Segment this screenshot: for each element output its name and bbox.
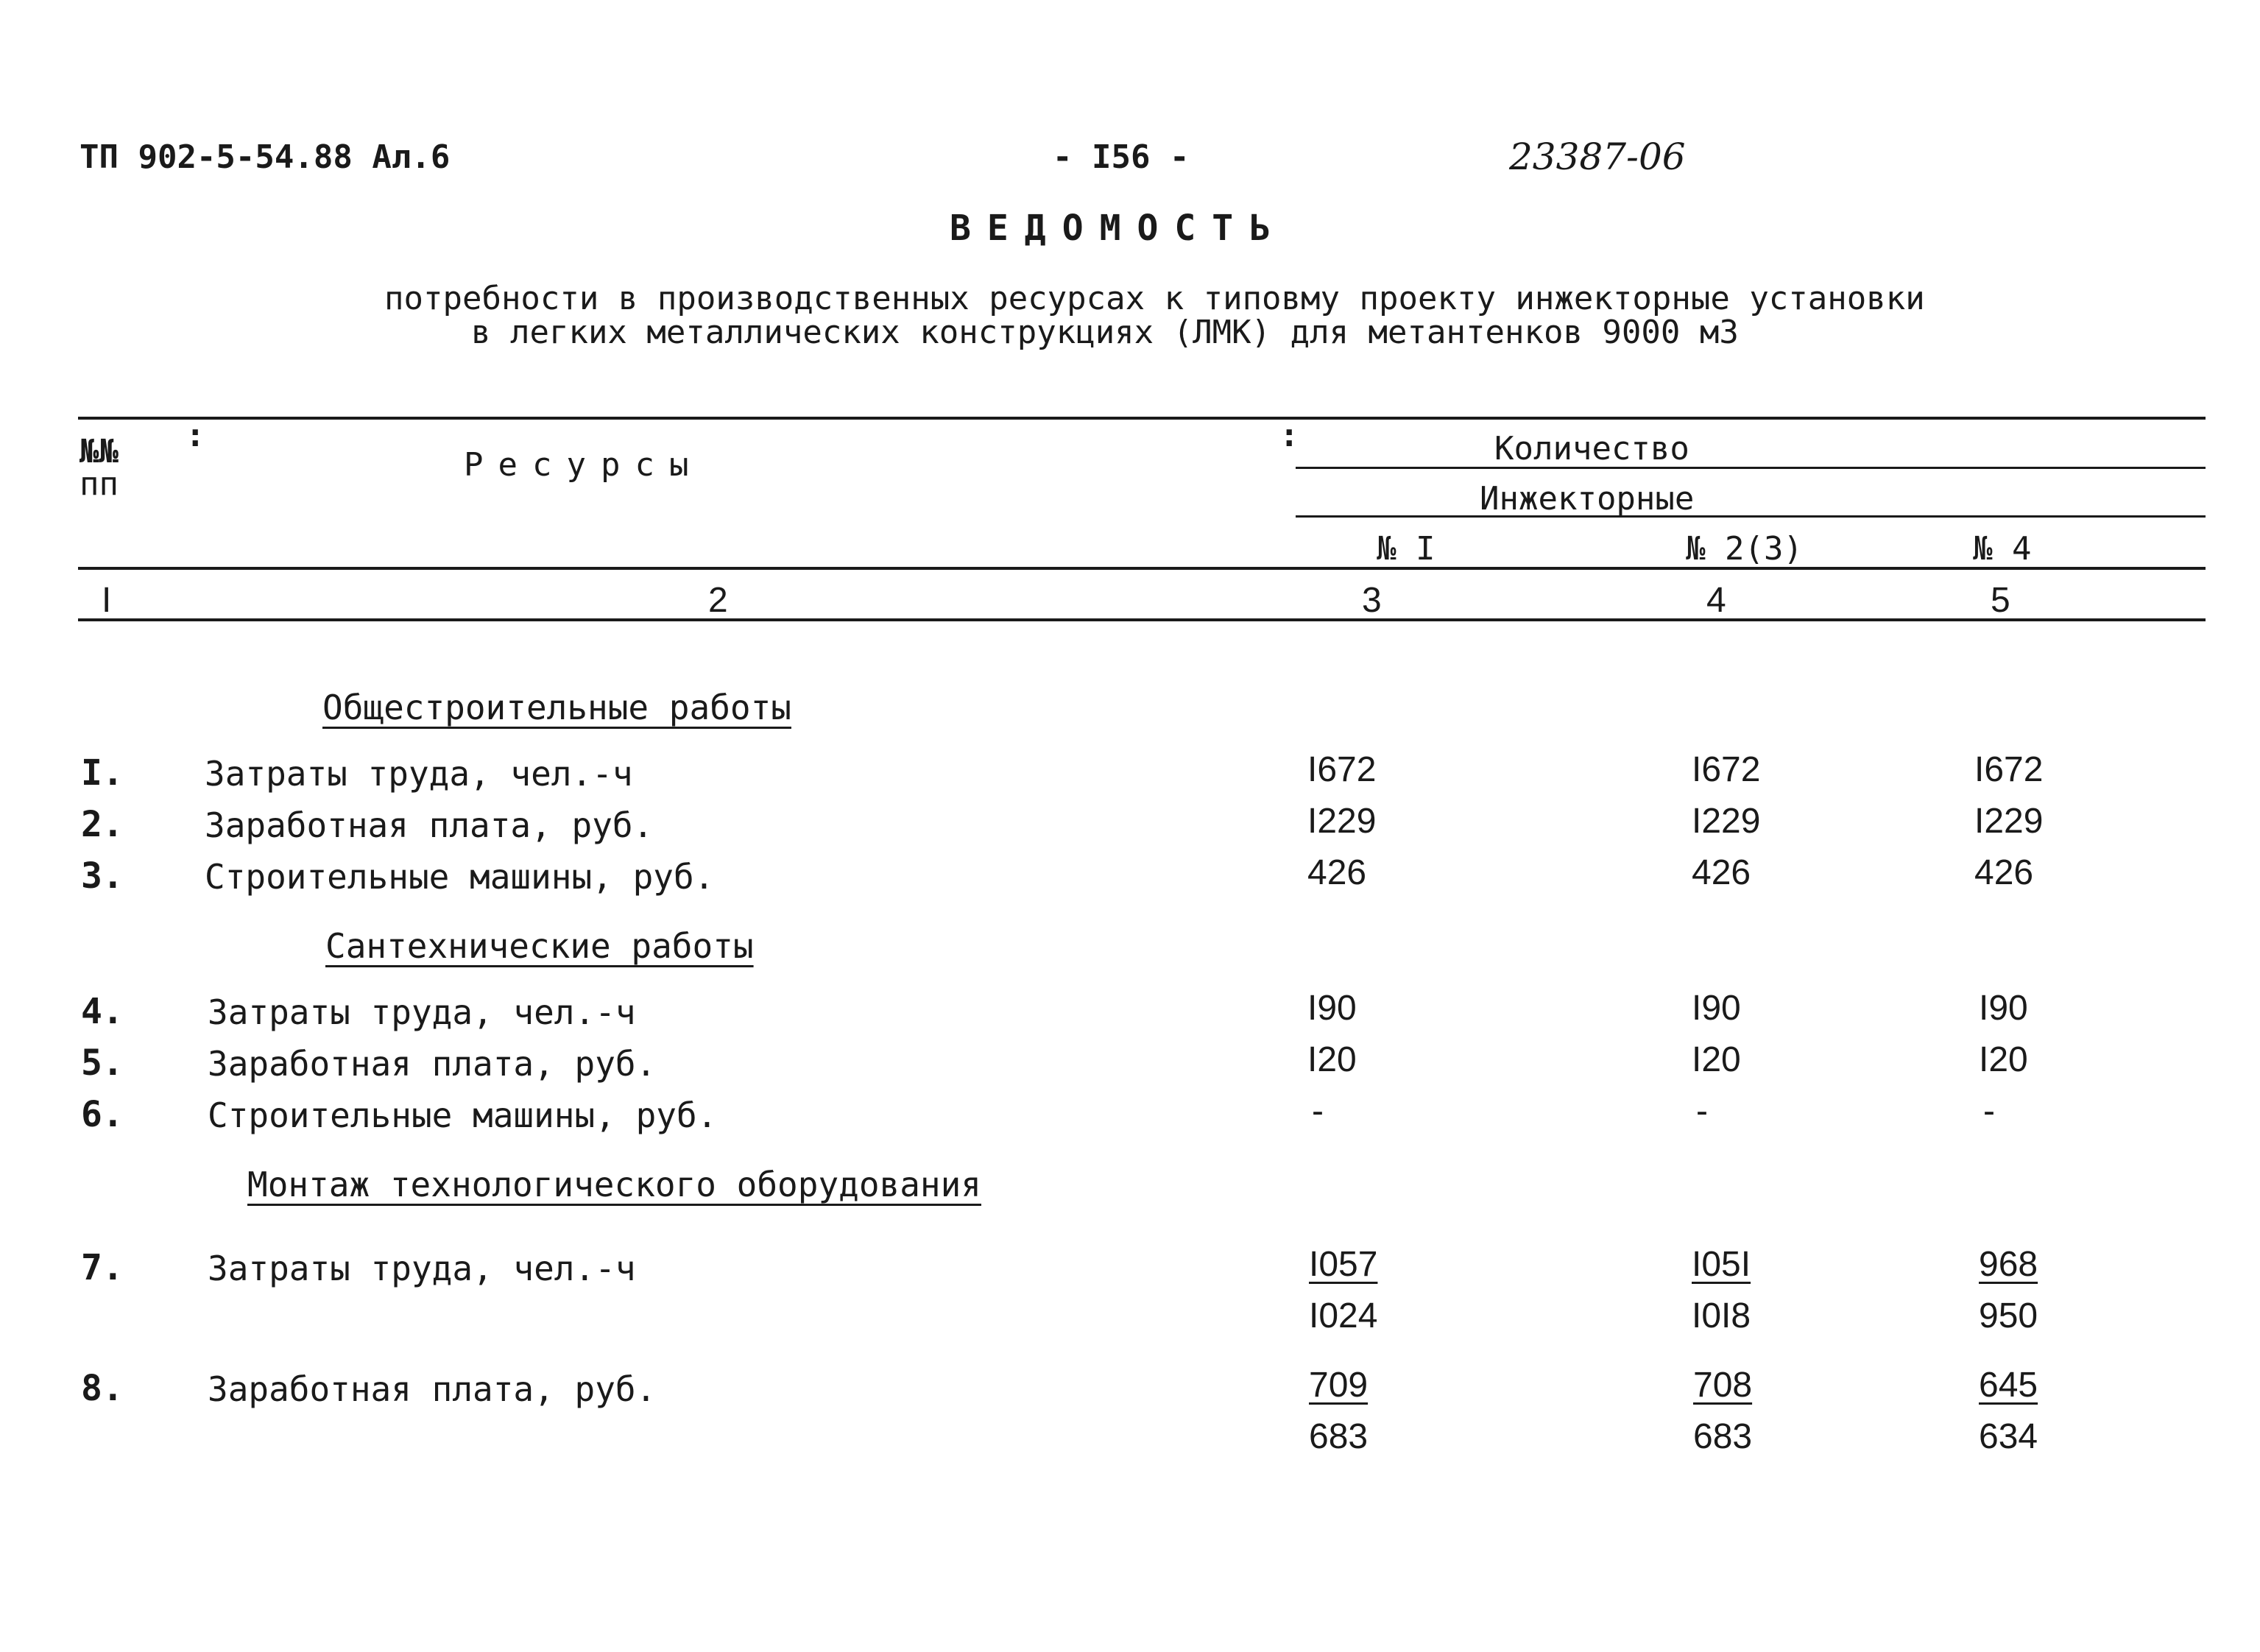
value-injector-1: - (1312, 1092, 1324, 1131)
subtitle-line-2: в легких металлических конструкциях (ЛМК) для метантенков 9000 м3 (471, 314, 1739, 351)
row-number: 8. (81, 1368, 124, 1409)
row-resource-name: Заработная плата, руб. (208, 1369, 657, 1409)
quantity-rule (1296, 467, 2206, 469)
doc-code: ТП 902-5-54.88 Ал.6 (80, 138, 451, 176)
header-bottom-rule (78, 567, 2206, 570)
value-injector-4: 645 (1979, 1366, 2038, 1405)
value-injector-2-3: I229 (1692, 802, 1761, 841)
value-injector-2-3: I90 (1692, 989, 1741, 1028)
value-injector-4: 968 (1979, 1245, 2038, 1284)
col-number-3: 3 (1362, 581, 1382, 620)
document-title: ВЕДОМОСТЬ (950, 208, 1288, 249)
inventory-number: 23387-06 (1509, 135, 1686, 178)
quantity-header: Количество (1494, 430, 1689, 467)
resources-header: Ресурсы (464, 446, 704, 484)
row-resource-name: Затраты труда, чел.-ч (208, 992, 636, 1032)
value2-injector-1: 683 (1309, 1417, 1369, 1456)
col-number-2: 2 (708, 581, 728, 620)
value-injector-1: I20 (1307, 1040, 1357, 1079)
value-injector-2-3: 708 (1693, 1366, 1753, 1405)
row-resource-name: Строительные машины, руб. (205, 857, 715, 897)
value2-injector-2-3: I0I8 (1692, 1296, 1751, 1335)
value-injector-2-3: I05I (1692, 1245, 1751, 1284)
value-injector-2-3: I20 (1692, 1040, 1741, 1079)
num-col-header-1: №№ (80, 433, 119, 470)
page-number: - I56 - (1053, 138, 1190, 176)
value-injector-2-3: 426 (1692, 853, 1751, 892)
value-injector-1: I057 (1309, 1245, 1378, 1284)
row-number: 3. (81, 855, 124, 897)
section-title: Монтаж технологического оборудования (247, 1165, 981, 1204)
header-separator-2: : (1279, 417, 1299, 454)
subcol-header-3: № 4 (1973, 530, 2032, 568)
row-resource-name: Затраты труда, чел.-ч (205, 754, 633, 794)
row-resource-name: Затраты труда, чел.-ч (208, 1249, 636, 1288)
subcol-header-2: № 2(3) (1686, 530, 1803, 568)
value-injector-1: I672 (1307, 750, 1377, 789)
value-injector-4: - (1983, 1092, 1995, 1131)
injectors-rule (1296, 515, 2206, 518)
col-number-4: 4 (1706, 581, 1726, 620)
value-injector-1: 426 (1307, 853, 1367, 892)
value2-injector-4: 634 (1979, 1417, 2038, 1456)
value-injector-2-3: I672 (1692, 750, 1761, 789)
value-injector-4: 426 (1974, 853, 2034, 892)
row-number: 5. (81, 1042, 124, 1084)
header-separator-1: : (186, 417, 205, 454)
value2-injector-2-3: 683 (1693, 1417, 1753, 1456)
injectors-header: Инжекторные (1480, 480, 1695, 518)
col-number-1: I (102, 581, 112, 620)
value-injector-4: I672 (1974, 750, 2044, 789)
column-number-rule (78, 618, 2206, 621)
num-col-header-2: пп (80, 465, 119, 503)
row-number: 2. (81, 804, 124, 845)
col-number-5: 5 (1991, 581, 2010, 620)
row-resource-name: Заработная плата, руб. (208, 1044, 657, 1084)
section-title: Общестроительные работы (322, 688, 791, 727)
value-injector-1: I90 (1307, 989, 1357, 1028)
value-injector-1: I229 (1307, 802, 1377, 841)
row-number: 4. (81, 991, 124, 1032)
value-injector-4: I20 (1979, 1040, 2028, 1079)
value2-injector-4: 950 (1979, 1296, 2038, 1335)
value-injector-4: I229 (1974, 802, 2044, 841)
table-top-rule (78, 417, 2206, 420)
row-resource-name: Заработная плата, руб. (205, 805, 654, 845)
section-title: Сантехнические работы (325, 926, 754, 966)
row-number: I. (81, 752, 124, 794)
value-injector-1: 709 (1309, 1366, 1369, 1405)
value2-injector-1: I024 (1309, 1296, 1378, 1335)
value-injector-4: I90 (1979, 989, 2028, 1028)
subcol-header-1: № I (1377, 530, 1436, 568)
row-resource-name: Строительные машины, руб. (208, 1095, 718, 1135)
row-number: 6. (81, 1094, 124, 1135)
subtitle-line-1: потребности в производственных ресурсах к типовму проекту инжекторные установки (384, 280, 1925, 317)
row-number: 7. (81, 1247, 124, 1288)
value-injector-2-3: - (1696, 1092, 1708, 1131)
